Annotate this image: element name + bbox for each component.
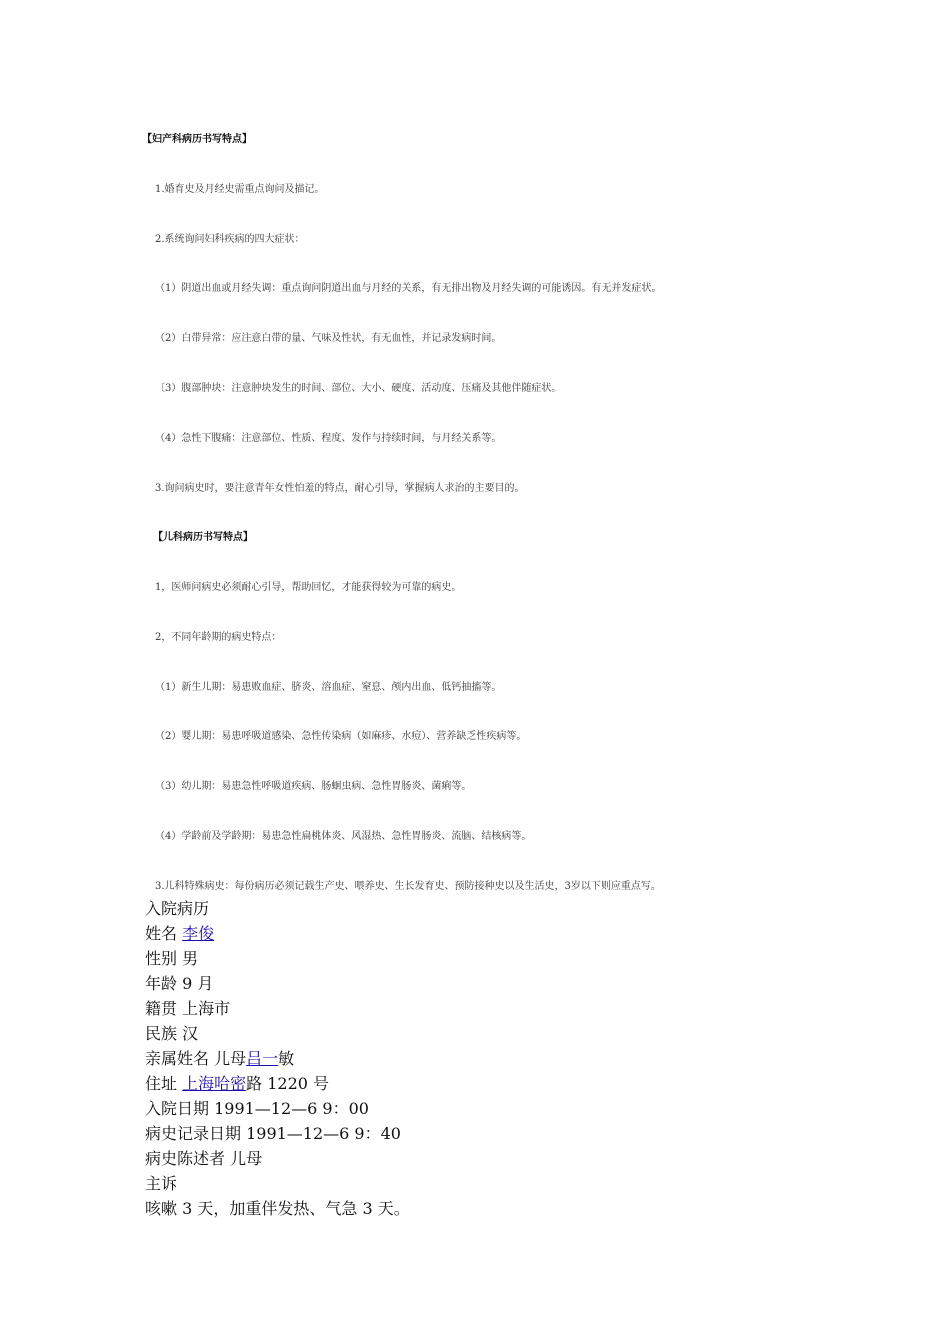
gyn-line-3: （1）阴道出血或月经失调：重点询问阴道出血与月经的关系，有无排出物及月经失调的可能诱因。有无并发症状。	[155, 283, 662, 294]
address-tail: 路 1220 号	[246, 1074, 330, 1093]
name-label: 姓名	[145, 924, 178, 943]
gyn-line-1: 1.婚育史及月经史需重点询问及描记。	[155, 184, 325, 195]
record-sex: 性别 男	[145, 949, 199, 968]
record-admit-date: 入院日期 1991—12—6 9：00	[145, 1099, 369, 1118]
record-address	[145, 1071, 410, 1096]
ped-line-5: （3）幼儿期：易患急性呼吸道疾病、肠蛔虫病、急性胃肠炎、菌痢等。	[155, 781, 472, 792]
gyn-line-4: （2）白带异常：应注意白带的量、气味及性状，有无血性，并记录发病时间。	[155, 333, 502, 344]
admission-record	[145, 896, 410, 1221]
ped-line-1: 1，医师问病史必须耐心引导，帮助回忆，才能获得较为可靠的病史。	[155, 582, 462, 593]
address-link[interactable]: 上海哈密	[182, 1074, 247, 1093]
record-ethnic: 民族 汉	[145, 1024, 199, 1043]
ped-line-7: 3.儿科特殊病史：每份病历必须记载生产史、喂养史、生长发育史、预防接种史以及生活史，3岁以下则应重点写。	[155, 881, 661, 892]
record-history-date: 病史记录日期 1991—12—6 9：40	[145, 1124, 401, 1143]
record-name	[145, 921, 410, 946]
record-native: 籍贯 上海市	[145, 999, 231, 1018]
record-age: 年龄 9 月	[145, 974, 214, 993]
gyn-heading: 【妇产科病历书写特点】	[142, 134, 252, 145]
relative-tail: 敏	[278, 1049, 295, 1068]
record-relative	[145, 1046, 410, 1071]
ped-line-4: （2）婴儿期：易患呼吸道感染、急性传染病（如麻疹、水痘）、营养缺乏性疾病等。	[155, 731, 527, 742]
relative-label: 亲属姓名 儿母	[145, 1049, 247, 1068]
gyn-line-5: 〔3）腹部肿块：注意肿块发生的时间、部位、大小、硬度、活动度、压痛及其他伴随症状。	[155, 383, 562, 394]
ped-line-2: 2，不同年龄期的病史特点：	[155, 632, 282, 643]
record-title: 入院病历	[145, 899, 210, 918]
record-complaint-label: 主诉	[145, 1174, 178, 1193]
record-narrator: 病史陈述者 儿母	[145, 1149, 263, 1168]
gyn-line-7: 3.询问病史时，要注意青年女性怕羞的特点，耐心引导，掌握病人求治的主要目的。	[155, 483, 525, 494]
address-label: 住址	[145, 1074, 178, 1093]
gyn-line-2: 2.系统询问妇科疾病的四大症状：	[155, 234, 305, 245]
name-link[interactable]: 李俊	[182, 924, 215, 943]
record-complaint: 咳嗽 3 天，加重伴发热、气急 3 天。	[145, 1199, 410, 1218]
ped-line-3: （1）新生儿期：易患败血症、脐炎、溶血症、窒息、颅内出血、低钙抽搐等。	[155, 682, 502, 693]
relative-link[interactable]: 吕一	[246, 1049, 279, 1068]
ped-line-6: （4）学龄前及学龄期：易患急性扁桃体炎、风湿热、急性胃肠炎、流脑、结核病等。	[155, 831, 532, 842]
gyn-line-6: （4）急性下腹痛：注意部位、性质、程度、发作与持续时间，与月经关系等。	[155, 433, 502, 444]
ped-heading: 【儿科病历书写特点】	[153, 532, 253, 543]
